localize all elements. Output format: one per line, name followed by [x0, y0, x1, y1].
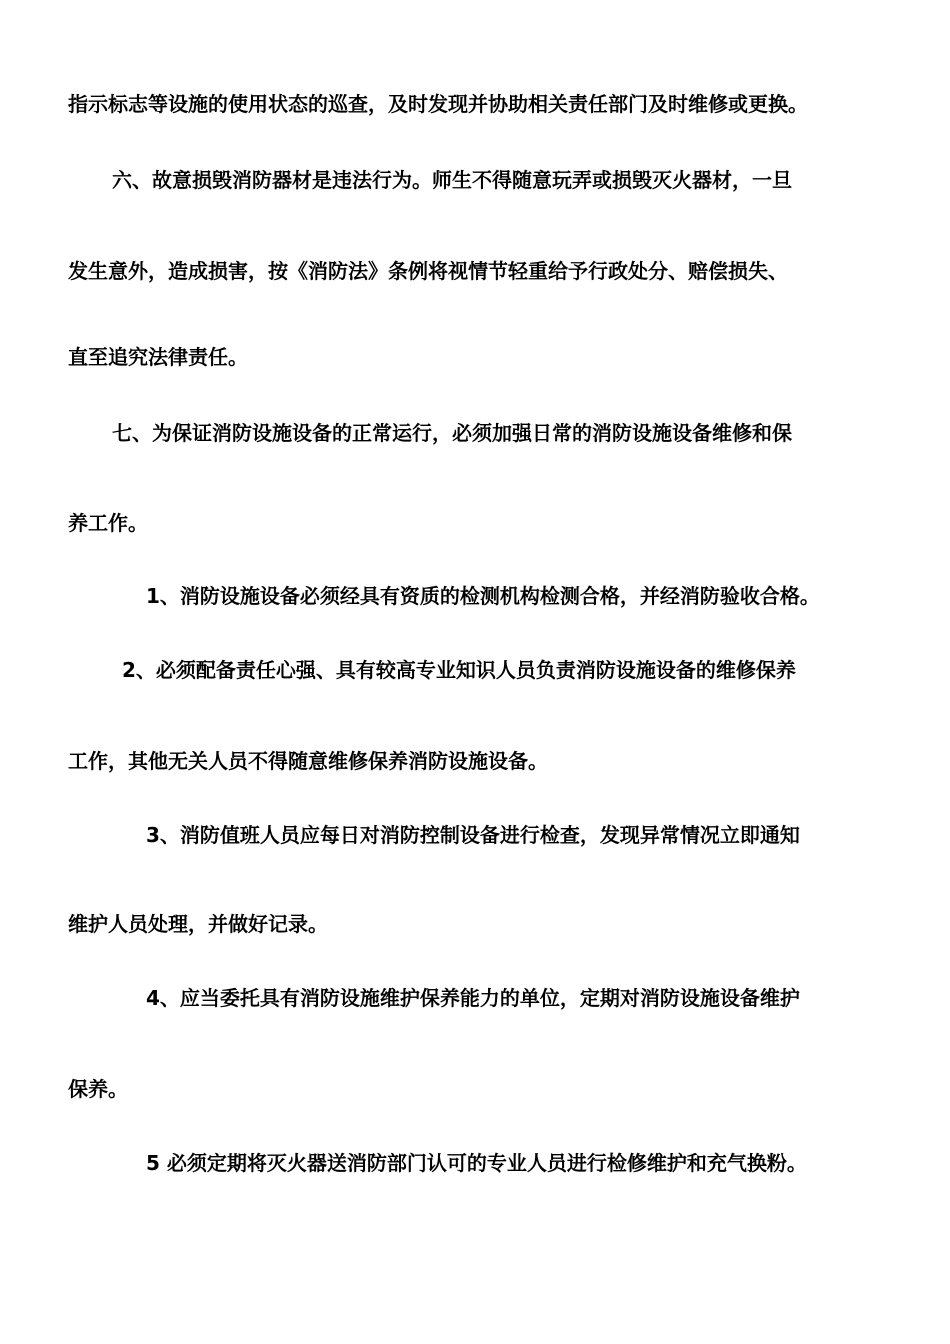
section-seven-heading-line: 七、为保证消防设施设备的正常运行，必须加强日常的消防设施设备维修和保: [112, 421, 792, 445]
list-item-1: 1、消防设施设备必须经具有资质的检测机构检测合格，并经消防验收合格。: [146, 584, 820, 608]
text-line-4: 直至追究法律责任。: [68, 345, 248, 369]
list-item-4: 4、应当委托具有消防设施维护保养能力的单位，定期对消防设施设备维护: [146, 986, 800, 1010]
list-item-3: 3、消防值班人员应每日对消防控制设备进行检查，发现异常情况立即通知: [146, 823, 800, 847]
list-item-2: 2、必须配备责任心强、具有较高专业知识人员负责消防设施设备的维修保养: [122, 658, 796, 682]
list-item-2-continued: 工作，其他无关人员不得随意维修保养消防设施设备。: [68, 749, 548, 773]
text-line-6: 养工作。: [68, 511, 148, 535]
section-six-heading-line: 六、故意损毁消防器材是违法行为。师生不得随意玩弄或损毁灭火器材，一旦: [112, 168, 792, 192]
list-item-4-continued: 保养。: [68, 1077, 128, 1101]
text-line-3: 发生意外，造成损害，按《消防法》条例将视情节轻重给予行政处分、赔偿损失、: [68, 259, 788, 283]
list-item-3-continued: 维护人员处理，并做好记录。: [68, 912, 328, 936]
text-line-1: 指示标志等设施的使用状态的巡查，及时发现并协助相关责任部门及时维修或更换。: [68, 92, 808, 116]
list-item-5: 5 必须定期将灭火器送消防部门认可的专业人员进行检修维护和充气换粉。: [146, 1151, 807, 1175]
